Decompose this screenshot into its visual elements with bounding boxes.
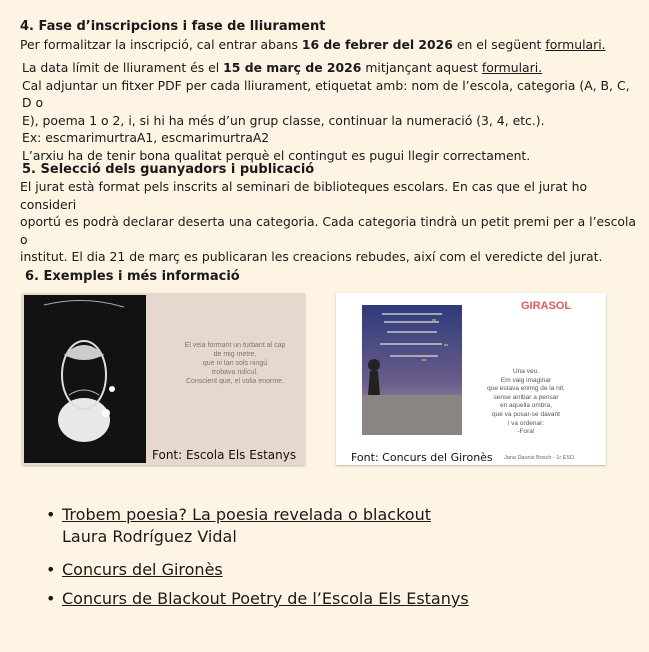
poem-line: -Fora! — [517, 428, 535, 436]
quality-line: L’arxiu ha de tenir bona qualitat perquè el contingut es pugui llegir correctament. — [22, 147, 531, 163]
poem-line: que ni tan sols ningú — [202, 360, 268, 367]
date-bold: 15 de març de 2026 — [223, 60, 362, 75]
section4-heading: 4. Fase d’inscripcions i fase de lliurament — [20, 19, 326, 34]
example2-poem — [456, 368, 596, 437]
section5-heading: 5. Selecció dels guanyadors i publicació — [22, 162, 315, 177]
estanys-contest-link[interactable]: Concurs de Blackout Poetry de l’Escola Els Estanys — [62, 589, 469, 608]
poem-line: que va posar-se davant — [492, 410, 560, 418]
poem-line: i va ordenar: — [507, 419, 545, 427]
example2-author: Jana Daunis Bosch - 1r ESO — [504, 455, 575, 461]
example-line: Ex: escmarimurtraA1, escmarimurtraA2 — [22, 130, 270, 146]
section6-heading: 6. Exemples i més informació — [25, 269, 240, 284]
text: en el següent — [452, 37, 546, 52]
text: mitjançant aquest — [361, 60, 482, 75]
section4-line1 — [20, 36, 606, 54]
example2-card — [336, 293, 606, 465]
section5-line3: institut. El dia 21 de març es publicaran les creacions rebudes, així com el veredicte del jurat. — [20, 249, 603, 265]
example1-source: Font: Escola Els Estanys — [152, 448, 297, 462]
section5-line2: oportú es podrà declarar deserta una categoria. Cada categoria tindrà un petit premi per a l’escola o — [20, 214, 637, 247]
pdf-instructions-line2: E), poema 1 o 2, i, si hi ha més d’un grup classe, continuar la numeració (3, 4, etc.). — [22, 112, 545, 128]
link-author: Laura Rodríguez Vidal — [62, 527, 237, 546]
girones-contest-link[interactable]: Concurs del Gironès — [62, 560, 223, 579]
blackout-poetry-link[interactable]: Trobem poesia? La poesia revelada o blackout — [62, 505, 431, 524]
date-bold: 16 de febrer del 2026 — [301, 37, 453, 52]
bullet: • — [46, 505, 56, 524]
blackout-illustration — [24, 295, 146, 463]
list-item — [46, 589, 469, 608]
section4-body — [22, 59, 637, 165]
example1-poem — [170, 341, 300, 386]
bullet: • — [46, 560, 56, 579]
example1-card — [22, 293, 305, 465]
bullet: • — [46, 589, 56, 608]
poem-line: que estava enmig de la nit, — [487, 385, 565, 393]
delivery-deadline-line — [22, 59, 637, 77]
section5-body — [20, 178, 640, 266]
list-item — [46, 560, 223, 579]
poem-line: trobava ridícul. — [212, 369, 258, 376]
poem-line: en aquella ombra, — [499, 402, 553, 410]
painting-illustration — [362, 305, 462, 435]
poem-line: Em vaig imaginar — [500, 376, 552, 384]
registration-form-link[interactable]: formulari. — [545, 37, 606, 52]
pdf-instructions-line1: Cal adjuntar un fitxer PDF per cada lliurament, etiquetat amb: nom de l’escola, categoria (A, B, C, D o — [22, 77, 630, 111]
delivery-form-link[interactable]: formulari. — [481, 60, 543, 75]
poem-line: Una veu. — [512, 368, 540, 375]
text: Per formalitzar la inscripció, cal entrar abans — [20, 37, 302, 52]
poem-line: Conscient que, el volia enorme. — [185, 378, 285, 385]
girasol-title: GIRASOL — [521, 300, 572, 312]
example2-source: Font: Concurs del Gironès — [351, 451, 493, 464]
poem-line: de mig metre, — [213, 351, 257, 358]
poem-line: sense arribar a pensar — [493, 393, 559, 401]
more-info-links — [46, 505, 622, 615]
list-item — [46, 505, 431, 546]
poem-line: El veia formant un turbant al cap — [184, 342, 286, 349]
text: La data límit de lliurament és el — [22, 60, 224, 75]
section5-line1: El jurat està format pels inscrits al seminari de biblioteques escolars. En cas que el jurat ho consideri — [20, 179, 588, 212]
